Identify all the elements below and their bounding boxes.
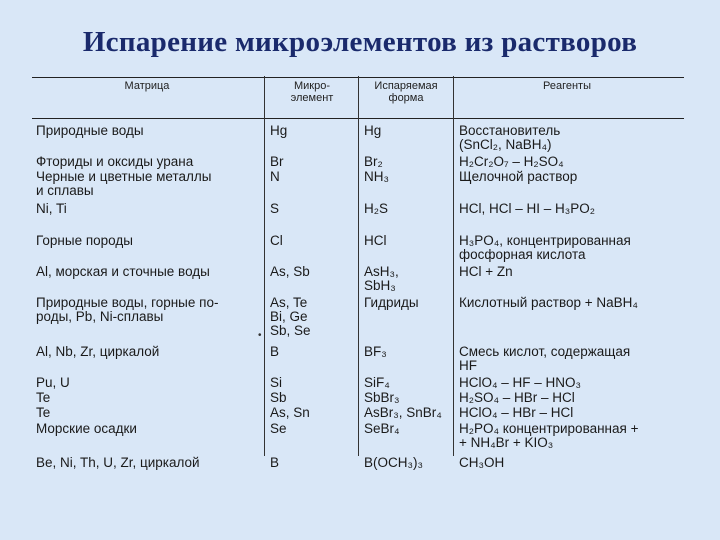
page-title: Испарение микроэлементов из растворов [82, 26, 638, 58]
table-cell-element: Se [270, 421, 287, 436]
table-cell-reagent: H₂Cr₂O₇ – H₂SO₄ [459, 154, 564, 169]
table-cell-matrix: Te [36, 390, 51, 405]
table-cell-form: Гидриды [364, 295, 419, 310]
table-cell-form: NH₃ [364, 169, 389, 184]
table-cell-element: Cl [270, 233, 283, 248]
table-cell-form: B(OCH₃)₃ [364, 455, 423, 470]
table-cell-element: B [270, 344, 280, 359]
column-divider [453, 76, 454, 456]
table-cell-element: N [270, 169, 280, 184]
table-cell-matrix: Al, Nb, Zr, циркалой [36, 344, 160, 359]
table-cell-element: B [270, 455, 280, 470]
header-element: Микро- элемент [290, 80, 334, 104]
table-cell-matrix: Морские осадки [36, 421, 137, 436]
table-cell-element: Hg [270, 123, 288, 138]
header-form: Испаряемая форма [374, 80, 438, 104]
table-cell-matrix: Горные породы [36, 233, 133, 248]
table-cell-matrix: Be, Ni, Th, U, Zr, циркалой [36, 455, 200, 470]
table-cell-matrix: Te [36, 405, 51, 420]
table-cell-element: Si [270, 375, 283, 390]
table-cell-form: Br₂ [364, 154, 383, 169]
header-matrix: Матрица [124, 80, 170, 92]
table-cell-element: Br [270, 154, 284, 169]
table-cell-element: As, Te Bi, Ge Sb, Se [270, 295, 311, 338]
table-cell-reagent: H₃PO₄, концентрированная фосфорная кислота [459, 233, 631, 262]
table-cell-reagent: Восстановитель (SnCl₂, NaBH₄) [459, 123, 561, 152]
table-cell-reagent: H₂SO₄ – HBr – HCl [459, 390, 575, 405]
table-cell-reagent: Кислотный раствор + NaBH₄ [459, 295, 638, 310]
table-cell-form: BF₃ [364, 344, 387, 359]
table-cell-matrix: Фториды и оксиды урана [36, 154, 194, 169]
table-cell-reagent: Щелочной раствор [459, 169, 578, 184]
table-cell-reagent: H₂PO₄ концентрированная + + NH₄Br + KIO₃ [459, 421, 639, 450]
table-cell-form: Hg [364, 123, 382, 138]
column-divider [264, 76, 265, 456]
table-cell-reagent: HCl + Zn [459, 264, 513, 279]
table-cell-form: HCl [364, 233, 387, 248]
evaporation-table [32, 76, 684, 476]
scan-speck: • [258, 330, 262, 341]
table-cell-matrix: Черные и цветные металлы и сплавы [36, 169, 212, 198]
table-cell-element: S [270, 201, 280, 216]
table-cell-matrix: Ni, Ti [36, 201, 67, 216]
table-cell-matrix: Природные воды, горные по- роды, Pb, Ni-сплавы [36, 295, 219, 324]
table-cell-element: As, Sn [270, 405, 310, 420]
table-cell-reagent: CH₃OH [459, 455, 505, 470]
table-cell-matrix: Al, морская и сточные воды [36, 264, 210, 279]
table-cell-reagent: Смесь кислот, содержащая HF [459, 344, 631, 373]
table-cell-element: As, Sb [270, 264, 310, 279]
table-cell-matrix: Природные воды [36, 123, 144, 138]
column-divider [358, 76, 359, 456]
table-cell-reagent: HCl, HCl – HI – H₃PO₂ [459, 201, 596, 216]
table-cell-element: Sb [270, 390, 287, 405]
table-cell-form: H₂S [364, 201, 388, 216]
table-cell-form: SiF₄ [364, 375, 390, 390]
table-cell-form: SeBr₄ [364, 421, 400, 436]
table-cell-matrix: Pu, U [36, 375, 70, 390]
table-cell-form: AsH₃, SbH₃ [364, 264, 399, 293]
table-cell-form: AsBr₃, SnBr₄ [364, 405, 442, 420]
table-cell-reagent: HClO₄ – HF – HNO₃ [459, 375, 582, 390]
header-reagents: Реагенты [543, 80, 591, 92]
table-cell-reagent: HClO₄ – HBr – HCl [459, 405, 574, 420]
table-cell-form: SbBr₃ [364, 390, 400, 405]
